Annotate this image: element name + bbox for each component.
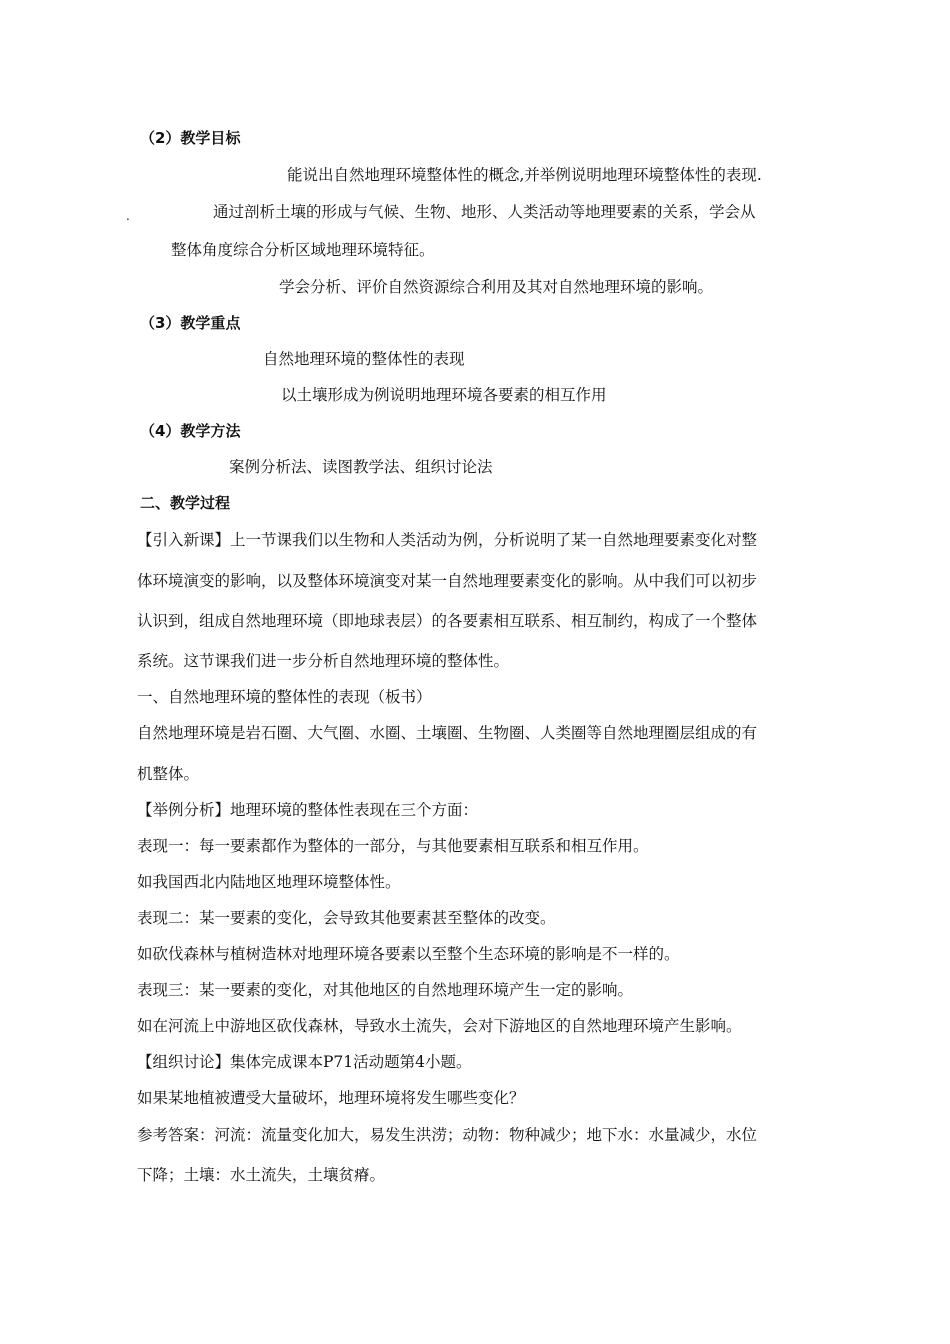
definition-line-2: 机整体。 (137, 765, 200, 783)
aspect-3-example: 如在河流上中游地区砍伐森林，导致水土流失，会对下游地区的自然地理环境产生影响。 (137, 1017, 742, 1035)
process-heading: 二、教学过程 (140, 494, 231, 512)
section-heading-1: 一、自然地理环境的整体性的表现（板书） (137, 688, 432, 706)
goal-3: 学会分析、评价自然资源综合利用及其对自然地理环境的影响。 (279, 278, 714, 296)
goals-heading: （2）教学目标 (140, 129, 241, 147)
aspect-1-example: 如我国西北内陆地区地理环境整体性。 (137, 873, 401, 891)
focus-1: 自然地理环境的整体性的表现 (263, 350, 465, 368)
goal-1: 能说出自然地理环境整体性的概念,并举例说明地理环境整体性的表现. (287, 166, 762, 184)
aspect-2-example: 如砍伐森林与植树造林对地理环境各要素以至整个生态环境的影响是不一样的。 (137, 945, 680, 963)
aspect-1: 表现一：每一要素都作为整体的一部分，与其他要素相互联系和相互作用。 (137, 837, 649, 855)
intro-line-1: 【引入新课】上一节课我们以生物和人类活动为例，分析说明了某一自然地理要素变化对整 (137, 531, 758, 549)
intro-line-4: 系统。这节课我们进一步分析自然地理环境的整体性。 (137, 652, 510, 670)
example-intro: 【举例分析】地理环境的整体性表现在三个方面： (137, 801, 479, 819)
goal-2-line-2: 整体角度综合分析区域地理环境特征。 (171, 241, 435, 259)
intro-line-2: 体环境演变的影响，以及整体环境演变对某一自然地理要素变化的影响。从中我们可以初步 (137, 572, 758, 590)
discussion-question: 如果某地植被遭受大量破坏，地理环境将发生哪些变化？ (137, 1089, 525, 1107)
method-1: 案例分析法、读图教学法、组织讨论法 (229, 458, 493, 476)
answer-line-2: 下降；土壤：水土流失，土壤贫瘠。 (137, 1166, 386, 1184)
method-heading: （4）教学方法 (140, 422, 241, 440)
focus-heading: （3）教学重点 (140, 314, 241, 332)
answer-line-1: 参考答案：河流：流量变化加大，易发生洪涝；动物：物种减少；地下水：水量减少，水位 (137, 1126, 758, 1144)
definition-line-1: 自然地理环境是岩石圈、大气圈、水圈、土壤圈、生物圈、人类圈等自然地理圈层组成的有 (137, 724, 758, 742)
aspect-2: 表现二：某一要素的变化，会导致其他要素甚至整体的改变。 (137, 909, 556, 927)
aspect-3: 表现三：某一要素的变化，对其他地区的自然地理环境产生一定的影响。 (137, 981, 634, 999)
goal-2-line-1: 通过剖析土壤的形成与气候、生物、地形、人类活动等地理要素的关系，学会从 (213, 203, 756, 221)
margin-dot: . (126, 209, 130, 223)
focus-2: 以土壤形成为例说明地理环境各要素的相互作用 (281, 386, 607, 404)
discussion: 【组织讨论】集体完成课本P71活动题第4小题。 (137, 1053, 472, 1071)
intro-line-3: 认识到，组成自然地理环境（即地球表层）的各要素相互联系、相互制约，构成了一个整体 (137, 612, 758, 630)
